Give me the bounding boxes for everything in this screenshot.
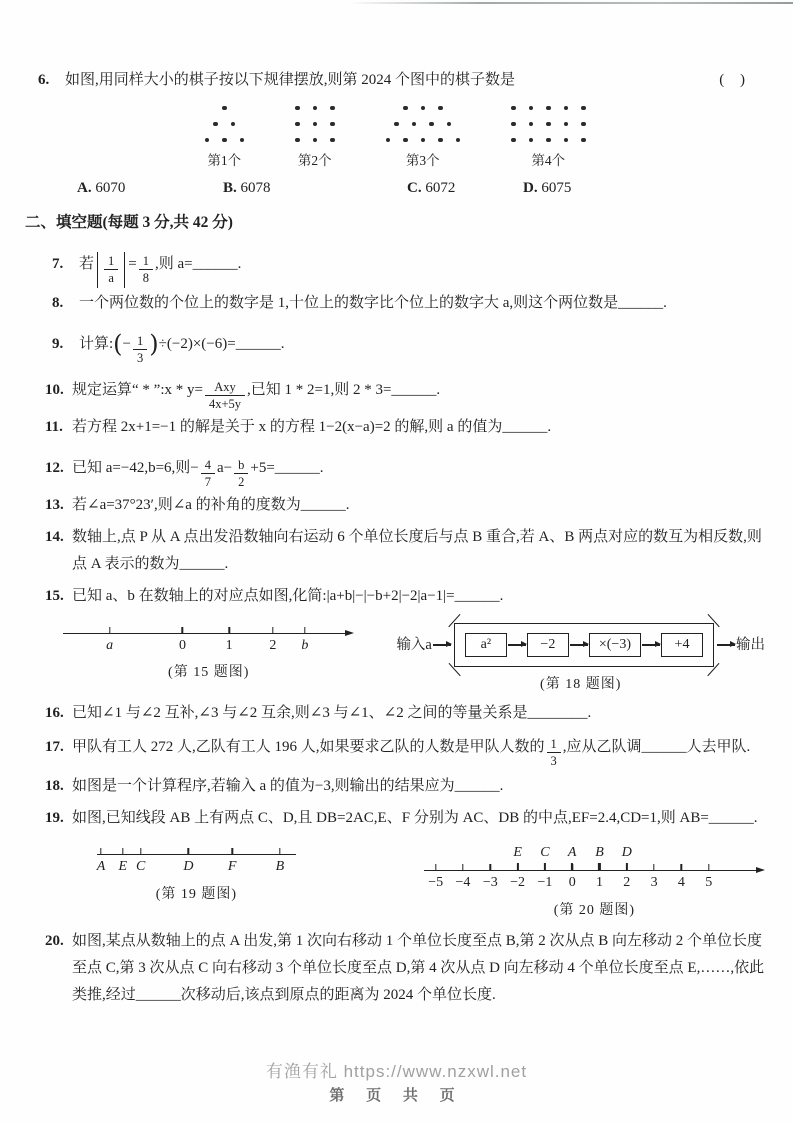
figure-20 bbox=[424, 840, 765, 922]
option-a-key: A. bbox=[77, 180, 92, 196]
point-marker bbox=[517, 863, 519, 870]
tick-mark bbox=[122, 848, 123, 855]
equals-sign: = bbox=[128, 256, 137, 272]
question-6-number: 6. bbox=[38, 72, 50, 88]
question-14-number: 14. bbox=[45, 529, 64, 545]
flow-input-label: 输入a bbox=[396, 636, 432, 653]
dot bbox=[330, 122, 335, 127]
point-label: B bbox=[595, 845, 604, 861]
tick-mark bbox=[681, 864, 682, 871]
tick-label: −2 bbox=[510, 875, 526, 891]
fraction bbox=[133, 334, 147, 366]
minus-sign: − bbox=[122, 336, 132, 352]
flow-step-times-neg3: ×(−3) bbox=[589, 633, 641, 657]
tick-label: E bbox=[118, 859, 128, 875]
question-10-number: 10. bbox=[45, 382, 64, 398]
dot-row bbox=[289, 100, 342, 116]
dot-row bbox=[505, 100, 593, 116]
dot-row bbox=[216, 100, 234, 116]
corner-slash bbox=[707, 614, 719, 628]
fig15-numberline bbox=[63, 616, 354, 662]
dot bbox=[412, 122, 417, 127]
dot bbox=[313, 122, 318, 127]
dot bbox=[295, 138, 300, 143]
tick-mark bbox=[100, 848, 101, 855]
tick-mark bbox=[231, 848, 232, 855]
tick-mark bbox=[490, 864, 491, 871]
option-b-key: B. bbox=[223, 180, 237, 196]
point-marker bbox=[598, 863, 600, 870]
tick-label: 2 bbox=[623, 875, 631, 891]
q6-options bbox=[77, 175, 765, 201]
question-15-text: 已知 a、b 在数轴上的对应点如图,化简:|a+b|−|−b+2|−2|a−1|=______. bbox=[72, 588, 504, 604]
dot bbox=[403, 138, 408, 143]
tick-mark bbox=[140, 848, 141, 855]
dot-row bbox=[198, 132, 251, 148]
figure-19 bbox=[97, 840, 296, 906]
dot bbox=[438, 138, 443, 143]
tick-label: D bbox=[183, 859, 194, 875]
dot bbox=[295, 106, 300, 111]
option-d bbox=[523, 175, 669, 201]
question-18 bbox=[45, 773, 765, 800]
question-12 bbox=[45, 446, 765, 490]
fig18-caption: (第 18 题图) bbox=[540, 677, 622, 692]
question-19-text: 如图,已知线段 AB 上有两点 C、D,且 DB=2AC,E、F 分别为 AC、DB 的中点,EF=2.4,CD=1,则 AB=______. bbox=[72, 810, 758, 827]
figure-row-19-20 bbox=[25, 840, 765, 922]
flow-container bbox=[454, 623, 714, 667]
right-paren: ) bbox=[149, 330, 159, 358]
tick-label: a bbox=[106, 638, 114, 653]
dot bbox=[511, 122, 516, 127]
question-15 bbox=[45, 583, 765, 610]
axis-arrow bbox=[756, 867, 765, 873]
fraction-denominator: 4x+5y bbox=[208, 397, 242, 411]
question-20-number: 20. bbox=[45, 933, 64, 950]
question-9-text: 计算: bbox=[79, 336, 114, 352]
question-18-text: 如图是一个计算程序,若输入 a 的值为−3,则输出的结果应为______. bbox=[72, 778, 504, 795]
dot bbox=[313, 138, 318, 143]
question-7-text-end: ,则 a=______. bbox=[154, 256, 242, 272]
question-9-text-end: ÷(−2)×(−6)=______. bbox=[158, 336, 285, 352]
dot bbox=[511, 138, 516, 143]
dot bbox=[222, 106, 227, 111]
dot-figure-label: 第1个 bbox=[207, 153, 242, 168]
figure-15 bbox=[63, 616, 354, 684]
option-c bbox=[407, 175, 523, 201]
dot-figure-label: 第3个 bbox=[405, 153, 440, 168]
fraction-numerator: 1 bbox=[133, 334, 147, 350]
tick-label: F bbox=[227, 859, 237, 875]
option-d-value: 6075 bbox=[541, 180, 572, 196]
question-12-text-end: +5=______. bbox=[250, 460, 324, 476]
tick-label: B bbox=[275, 859, 285, 875]
option-a-value: 6070 bbox=[95, 180, 126, 196]
fraction-numerator: b bbox=[234, 458, 248, 474]
fig15-caption: (第 15 题图) bbox=[168, 665, 250, 680]
dot-row bbox=[289, 132, 342, 148]
dot-row bbox=[388, 116, 458, 132]
tick-label: 0 bbox=[178, 638, 186, 653]
tick-label: −5 bbox=[428, 875, 444, 891]
dot bbox=[581, 138, 586, 143]
tick-label: C bbox=[136, 859, 146, 875]
tick-mark bbox=[653, 864, 654, 871]
fraction-numerator: Axy bbox=[205, 380, 245, 396]
question-12-text: 已知 a=−42,b=6,则− bbox=[72, 460, 199, 476]
flow-step-minus2: −2 bbox=[527, 633, 569, 657]
fraction-denominator: 7 bbox=[204, 475, 211, 489]
fraction-numerator: 4 bbox=[201, 458, 215, 474]
tick-label: 1 bbox=[225, 638, 233, 653]
question-11 bbox=[45, 414, 765, 441]
fraction bbox=[201, 458, 215, 490]
tick-label: −1 bbox=[537, 875, 553, 891]
footer-brand: 有渔有礼 https://www.nzxwl.net bbox=[265, 1062, 528, 1081]
dot bbox=[564, 122, 569, 127]
question-19 bbox=[45, 805, 765, 832]
footer-page-number: 第 页 共 页 bbox=[329, 1088, 464, 1104]
dot bbox=[564, 138, 569, 143]
absolute-value-bars bbox=[97, 252, 125, 288]
tick-label: −3 bbox=[482, 875, 498, 891]
question-17 bbox=[45, 732, 765, 768]
question-7-number: 7. bbox=[52, 256, 64, 272]
dot bbox=[581, 122, 586, 127]
question-6-text: 如图,用同样大小的棋子按以下规律摆放,则第 2024 个图中的棋子数是 bbox=[65, 72, 516, 88]
page-footer bbox=[0, 1060, 793, 1108]
dot-row bbox=[505, 116, 593, 132]
dot bbox=[205, 138, 210, 143]
question-13-text: 若∠a=37°23′,则∠a 的补角的度数为______. bbox=[72, 497, 350, 513]
fraction-denominator: 8 bbox=[142, 271, 149, 285]
flow-arrow bbox=[642, 644, 660, 645]
dot bbox=[330, 138, 335, 143]
dot bbox=[403, 106, 408, 111]
question-16-text: 已知∠1 与∠2 互补,∠3 与∠2 互余,则∠3 与∠1、∠2 之间的等量关系是________. bbox=[72, 705, 592, 721]
fraction bbox=[234, 458, 248, 490]
point-label: A bbox=[567, 845, 577, 861]
question-17-text: 甲队有工人 272 人,乙队有工人 196 人,如果要求乙队的人数是甲队人数的 bbox=[72, 739, 545, 755]
fraction bbox=[104, 254, 118, 286]
tick-mark bbox=[279, 848, 280, 855]
left-paren: ( bbox=[113, 330, 123, 358]
tick-label: A bbox=[96, 859, 106, 875]
dot bbox=[240, 138, 245, 143]
dot-figure-label: 第2个 bbox=[297, 153, 332, 168]
question-15-number: 15. bbox=[45, 588, 64, 604]
fig20-numberline bbox=[424, 840, 765, 900]
dot-figure-label: 第4个 bbox=[531, 153, 566, 168]
flow-arrow bbox=[570, 644, 588, 645]
question-16 bbox=[45, 700, 765, 727]
segment-line bbox=[97, 854, 296, 855]
tick-label: 2 bbox=[269, 638, 277, 653]
fig18-flowchart bbox=[396, 616, 765, 674]
dot bbox=[213, 122, 218, 127]
question-13-number: 13. bbox=[45, 497, 64, 513]
tick-mark bbox=[462, 864, 463, 871]
question-6 bbox=[38, 67, 765, 94]
point-label: E bbox=[513, 845, 522, 861]
tick-mark bbox=[304, 627, 305, 634]
dot bbox=[456, 138, 461, 143]
dot bbox=[394, 122, 399, 127]
tick-mark bbox=[272, 627, 273, 634]
dot bbox=[429, 122, 434, 127]
dot bbox=[546, 138, 551, 143]
tick-mark bbox=[109, 627, 110, 634]
question-17-text-end: ,应从乙队调______人去甲队. bbox=[562, 739, 751, 755]
axis-arrow bbox=[345, 630, 354, 636]
fraction-numerator: 1 bbox=[104, 254, 118, 270]
question-19-number: 19. bbox=[45, 810, 64, 827]
point-marker bbox=[571, 863, 573, 870]
fraction-denominator: 2 bbox=[238, 475, 245, 489]
flow-step-plus4: +4 bbox=[661, 633, 703, 657]
flow-arrow bbox=[717, 644, 735, 645]
tick-mark bbox=[228, 627, 229, 634]
question-18-number: 18. bbox=[45, 778, 64, 795]
dot bbox=[421, 106, 426, 111]
point-marker bbox=[626, 863, 628, 870]
dot bbox=[511, 106, 516, 111]
tick-label: b bbox=[301, 638, 309, 653]
dot bbox=[421, 138, 426, 143]
tick-label: 1 bbox=[595, 875, 603, 891]
fraction bbox=[205, 380, 245, 412]
tick-label: 3 bbox=[650, 875, 658, 891]
scan-artifact-line bbox=[348, 2, 793, 4]
question-20 bbox=[45, 928, 765, 1009]
point-label: D bbox=[621, 845, 632, 861]
flow-output-label: 输出 bbox=[736, 636, 765, 653]
option-c-key: C. bbox=[407, 180, 422, 196]
question-11-number: 11. bbox=[45, 419, 63, 435]
dot bbox=[438, 106, 443, 111]
flow-arrow bbox=[433, 644, 451, 645]
question-7 bbox=[52, 242, 765, 288]
tick-label: −4 bbox=[455, 875, 471, 891]
dot-figure bbox=[198, 100, 251, 171]
dot bbox=[386, 138, 391, 143]
question-10-text-end: ,已知 1 * 2=1,则 2 * 3=______. bbox=[247, 382, 441, 398]
question-9 bbox=[52, 322, 765, 366]
tick-label: 5 bbox=[705, 875, 713, 891]
option-c-value: 6072 bbox=[425, 180, 456, 196]
option-b bbox=[223, 175, 407, 201]
dot bbox=[313, 106, 318, 111]
question-8 bbox=[52, 290, 765, 317]
question-8-number: 8. bbox=[52, 295, 64, 311]
dot-figure bbox=[379, 100, 467, 171]
option-d-key: D. bbox=[523, 180, 538, 196]
fraction-denominator: 3 bbox=[550, 754, 557, 768]
dot bbox=[564, 106, 569, 111]
dot bbox=[529, 106, 534, 111]
fraction bbox=[139, 254, 153, 286]
q6-figures bbox=[25, 100, 765, 171]
answer-brackets: ( ) bbox=[719, 72, 751, 88]
tick-mark bbox=[435, 864, 436, 871]
dot-row bbox=[207, 116, 242, 132]
fig19-caption: (第 19 题图) bbox=[155, 887, 238, 903]
dot bbox=[546, 106, 551, 111]
dot-row bbox=[379, 132, 467, 148]
dot bbox=[529, 138, 534, 143]
fig20-caption: (第 20 题图) bbox=[553, 903, 636, 919]
dot bbox=[330, 106, 335, 111]
point-label: C bbox=[540, 845, 550, 861]
dot-row bbox=[289, 116, 342, 132]
question-10 bbox=[45, 368, 765, 412]
corner-slash bbox=[448, 614, 460, 628]
dot bbox=[529, 122, 534, 127]
tick-mark bbox=[182, 627, 183, 634]
dot-figure bbox=[289, 100, 342, 171]
tick-label: 4 bbox=[677, 875, 685, 891]
fraction-numerator: 1 bbox=[547, 737, 561, 753]
question-11-text: 若方程 2x+1=−1 的解是关于 x 的方程 1−2(x−a)=2 的解,则 a 的值为______. bbox=[72, 419, 552, 435]
question-17-number: 17. bbox=[45, 739, 64, 755]
flow-step-square: a² bbox=[465, 633, 507, 657]
dot bbox=[222, 138, 227, 143]
option-b-value: 6078 bbox=[240, 180, 271, 196]
dot-row bbox=[505, 132, 593, 148]
figure-row-15-18 bbox=[25, 616, 765, 696]
option-a bbox=[77, 175, 223, 201]
point-marker bbox=[544, 863, 546, 870]
question-20-text: 如图,某点从数轴上的点 A 出发,第 1 次向右移动 1 个单位长度至点 B,第 2 次从点 B 向左移动 2 个单位长度至点 C,第 3 次从点 C 向右移动 3 个单位长度至点 D,第 4 次从点 D 向左移动 4 个单位长度至点 E,……,依此类推,经过______次移动后,该点到原点的距离为 2024 个单位长度. bbox=[72, 933, 765, 1004]
fraction bbox=[547, 737, 561, 769]
question-13 bbox=[45, 492, 765, 519]
tick-mark bbox=[188, 848, 189, 855]
question-16-number: 16. bbox=[45, 705, 64, 721]
question-14-text: 数轴上,点 P 从 A 点出发沿数轴向右运动 6 个单位长度后与点 B 重合,若 A、B 两点对应的数互为相反数,则点 A 表示的数为______. bbox=[72, 529, 762, 572]
dot bbox=[295, 122, 300, 127]
question-12-text-mid: a− bbox=[217, 460, 233, 476]
fraction-denominator: 3 bbox=[137, 351, 144, 365]
dot bbox=[546, 122, 551, 127]
section-title: 二、填空题(每题 3 分,共 42 分) bbox=[25, 214, 233, 231]
fraction-denominator: a bbox=[108, 271, 114, 285]
fraction-numerator: 1 bbox=[139, 254, 153, 270]
dot-row bbox=[397, 100, 450, 116]
tick-mark bbox=[708, 864, 709, 871]
fig19-segment bbox=[97, 840, 296, 884]
question-10-text: 规定运算“ * ”:x * y= bbox=[72, 382, 203, 398]
flow-arrow bbox=[508, 644, 526, 645]
dot bbox=[581, 106, 586, 111]
dot-figure bbox=[505, 100, 593, 171]
dot bbox=[447, 122, 452, 127]
question-8-text: 一个两位数的个位上的数字是 1,十位上的数字比个位上的数字大 a,则这个两位数是______. bbox=[79, 295, 667, 311]
question-14 bbox=[45, 524, 765, 578]
question-9-number: 9. bbox=[52, 336, 64, 352]
question-7-text: 若 bbox=[79, 256, 95, 272]
dot bbox=[231, 122, 236, 127]
question-12-number: 12. bbox=[45, 460, 64, 476]
figure-18 bbox=[396, 616, 765, 696]
tick-label: 0 bbox=[568, 875, 576, 891]
